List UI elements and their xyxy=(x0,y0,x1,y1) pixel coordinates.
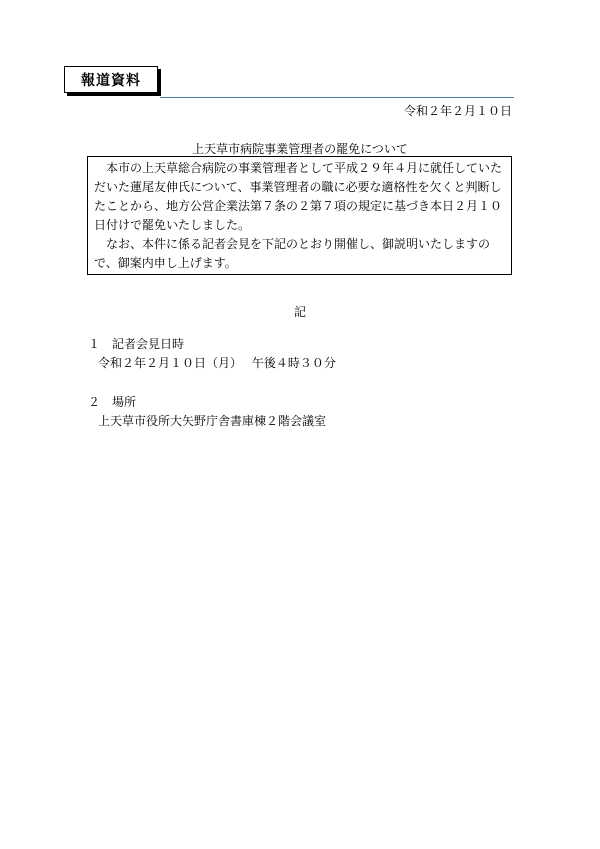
item-heading-line xyxy=(88,335,336,354)
item-detail: 令和２年２月１０日（月） 午後４時３０分 xyxy=(98,356,336,370)
item-heading: 記者会見日時 xyxy=(112,337,185,351)
item-number: ２ xyxy=(88,395,101,409)
summary-box xyxy=(87,156,512,275)
release-date: 令和２年２月１０日 xyxy=(403,104,512,118)
item-detail: 上天草市役所大矢野庁舎書庫棟２階会議室 xyxy=(98,414,327,428)
ki-heading: 記 xyxy=(293,305,306,319)
summary-paragraph-2: なお、本件に係る記者会見を下記のとおり開催し、御説明いたしますので、御案内申し上げます。 xyxy=(94,237,491,270)
document-title: 上天草市病院事業管理者の罷免について xyxy=(192,142,408,156)
item-number: １ xyxy=(88,337,101,351)
venue-item xyxy=(88,393,326,431)
press-conference-item xyxy=(88,335,336,373)
press-release-label: 報道資料 xyxy=(64,66,158,93)
header-divider xyxy=(160,97,514,98)
summary-paragraph-1: 本市の上天草総合病院の事業管理者として平成２９年４月に就任していただいた蓮尾友伸氏について、事業管理者の職に必要な適格性を欠くと判断したことから、地方公営企業法第７条の２第７項の規定に基づき本日２月１０日付けで罷免いたしました。 xyxy=(94,161,503,232)
item-heading: 場所 xyxy=(112,395,137,409)
item-heading-line xyxy=(88,393,326,412)
